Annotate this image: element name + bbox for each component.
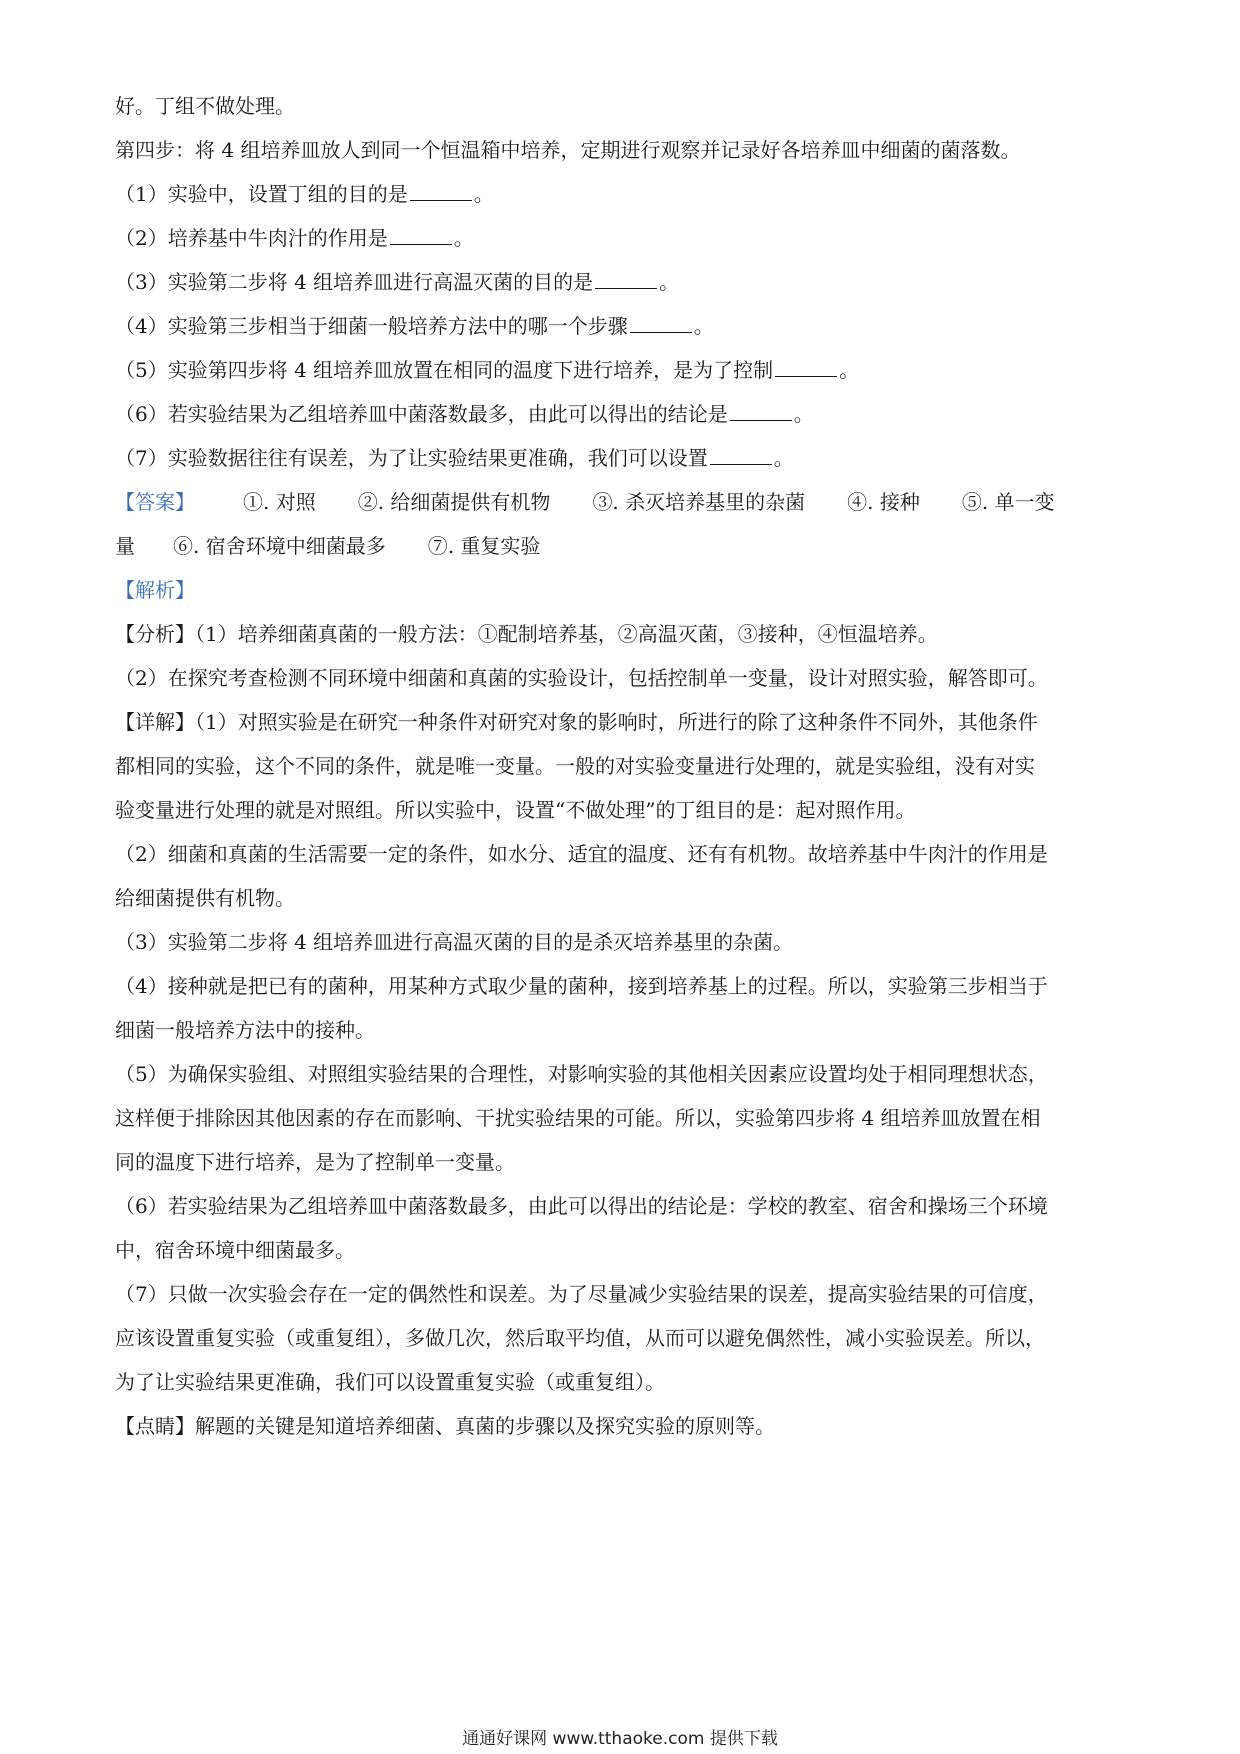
answer-item: ③. 杀灭培养基里的杂菌 [592,490,806,514]
detail-line: （6）若实验结果为乙组培养皿中菌落数最多，由此可以得出的结论是：学校的教室、宿舍和操场三个环境 [115,1194,1048,1218]
detail-line: 为了让实验结果更准确，我们可以设置重复实验（或重复组）。 [115,1370,665,1394]
question-text: （2）培养基中牛肉汁的作用是 [115,226,388,250]
fenxi-tag: 【分析】 [115,622,195,646]
analysis-line [115,620,1135,648]
detail-line: （2）细菌和真菌的生活需要一定的条件，如水分、适宜的温度、还有有机物。故培养基中牛肉汁的作用是 [115,842,1048,866]
text-line: 第四步：将 4 组培养皿放人到同一个恒温箱中培养，定期进行观察并记录好各培养皿中细菌的菌落数。 [115,138,1021,162]
detail-line: 同的温度下进行培养，是为了控制单一变量。 [115,1150,515,1174]
answer-blank [410,180,472,201]
question-1 [115,180,1135,208]
question-text: （6）若实验结果为乙组培养皿中菌落数最多，由此可以得出的结论是 [115,402,728,426]
answer-line-cont [115,532,1135,560]
question-text: （5）实验第四步将 4 组培养皿放置在相同的温度下进行培养，是为了控制 [115,358,774,382]
question-2 [115,224,1135,252]
answer-item: ⑤. 单一变 [961,490,1055,514]
question-text: （4）实验第三步相当于细菌一般培养方法中的哪一个步骤 [115,314,628,338]
question-text: （1）实验中，设置丁组的目的是 [115,182,408,206]
question-5 [115,356,1135,384]
answer-tag: 【答案】 [115,490,195,514]
answer-item: ②. 给细菌提供有机物 [357,490,551,514]
detail-line: 应该设置重复实验（或重复组），多做几次，然后取平均值，从而可以避免偶然性，减小实验误差。所以， [115,1326,1045,1350]
question-end: 。 [693,314,714,338]
question-4 [115,312,1135,340]
answer-blank [730,400,792,421]
detail-text: （1）对照实验是在研究一种条件对研究对象的影响时，所进行的除了这种条件不同外，其他条件 [195,710,1038,734]
fenxi-text: （1）培养细菌真菌的一般方法：①配制培养基，②高温灭菌，③接种，④恒温培养。 [195,622,938,646]
detail-line: （3）实验第二步将 4 组培养皿进行高温灭菌的目的是杀灭培养基里的杂菌。 [115,930,794,954]
detail-line: 中，宿舍环境中细菌最多。 [115,1238,355,1262]
question-end: 。 [473,182,494,206]
question-end: 。 [773,446,794,470]
detail-line: （5）为确保实验组、对照组实验结果的合理性，对影响实验的其他相关因素应设置均处于相同理想状态， [115,1062,1048,1086]
answer-item: ①. 对照 [243,490,316,514]
answer-blank [390,224,452,245]
dianjing-line [115,1412,1135,1440]
dianjing-text: 解题的关键是知道培养细菌、真菌的步骤以及探究实验的原则等。 [195,1414,775,1438]
detail-line [115,708,1135,736]
detail-line: 验变量进行处理的就是对照组。所以实验中，设置“不做处理”的丁组目的是：起对照作用。 [115,798,916,822]
analysis-line: （2）在探究考查检测不同环境中细菌和真菌的实验设计，包括控制单一变量，设计对照实验，解答即可。 [115,666,1048,690]
answer-item: ⑥. 宿舍环境中细菌最多 [173,534,386,558]
answer-blank [630,312,692,333]
question-3 [115,268,1135,296]
question-end: 。 [839,358,860,382]
question-6 [115,400,1135,428]
question-end: 。 [453,226,474,250]
detail-line: 给细菌提供有机物。 [115,886,295,910]
answer-item: ⑦. 重复实验 [427,534,541,558]
question-end: 。 [793,402,814,426]
answer-cont: 量 [115,534,135,558]
detail-line: 都相同的实验，这个不同的条件，就是唯一变量。一般的对实验变量进行处理的，就是实验组，没有对实 [115,754,1035,778]
answer-line [115,488,1135,516]
detail-line: 细菌一般培养方法中的接种。 [115,1018,375,1042]
detail-line: （4）接种就是把已有的菌种，用某种方式取少量的菌种，接到培养基上的过程。所以，实验第三步相当于 [115,974,1048,998]
question-7 [115,444,1135,472]
xiangjie-tag: 【详解】 [115,710,195,734]
text-line: 好。丁组不做处理。 [115,94,295,118]
answer-blank [595,268,657,289]
question-text: （7）实验数据往往有误差，为了让实验结果更准确，我们可以设置 [115,446,708,470]
detail-line: （7）只做一次实验会存在一定的偶然性和误差。为了尽量减少实验结果的误差，提高实验结果的可信度， [115,1282,1048,1306]
question-text: （3）实验第二步将 4 组培养皿进行高温灭菌的目的是 [115,270,594,294]
analysis-tag: 【解析】 [115,578,195,602]
question-end: 。 [659,270,680,294]
answer-blank [775,356,837,377]
detail-line: 这样便于排除因其他因素的存在而影响、干扰实验结果的可能。所以，实验第四步将 4 组培养皿放置在相 [115,1106,1041,1130]
answer-item: ④. 接种 [847,490,920,514]
answer-blank [710,444,772,465]
dianjing-tag: 【点睛】 [115,1414,195,1438]
page-footer: 通通好课网 www.tthaoke.com 提供下载 [462,1729,778,1749]
